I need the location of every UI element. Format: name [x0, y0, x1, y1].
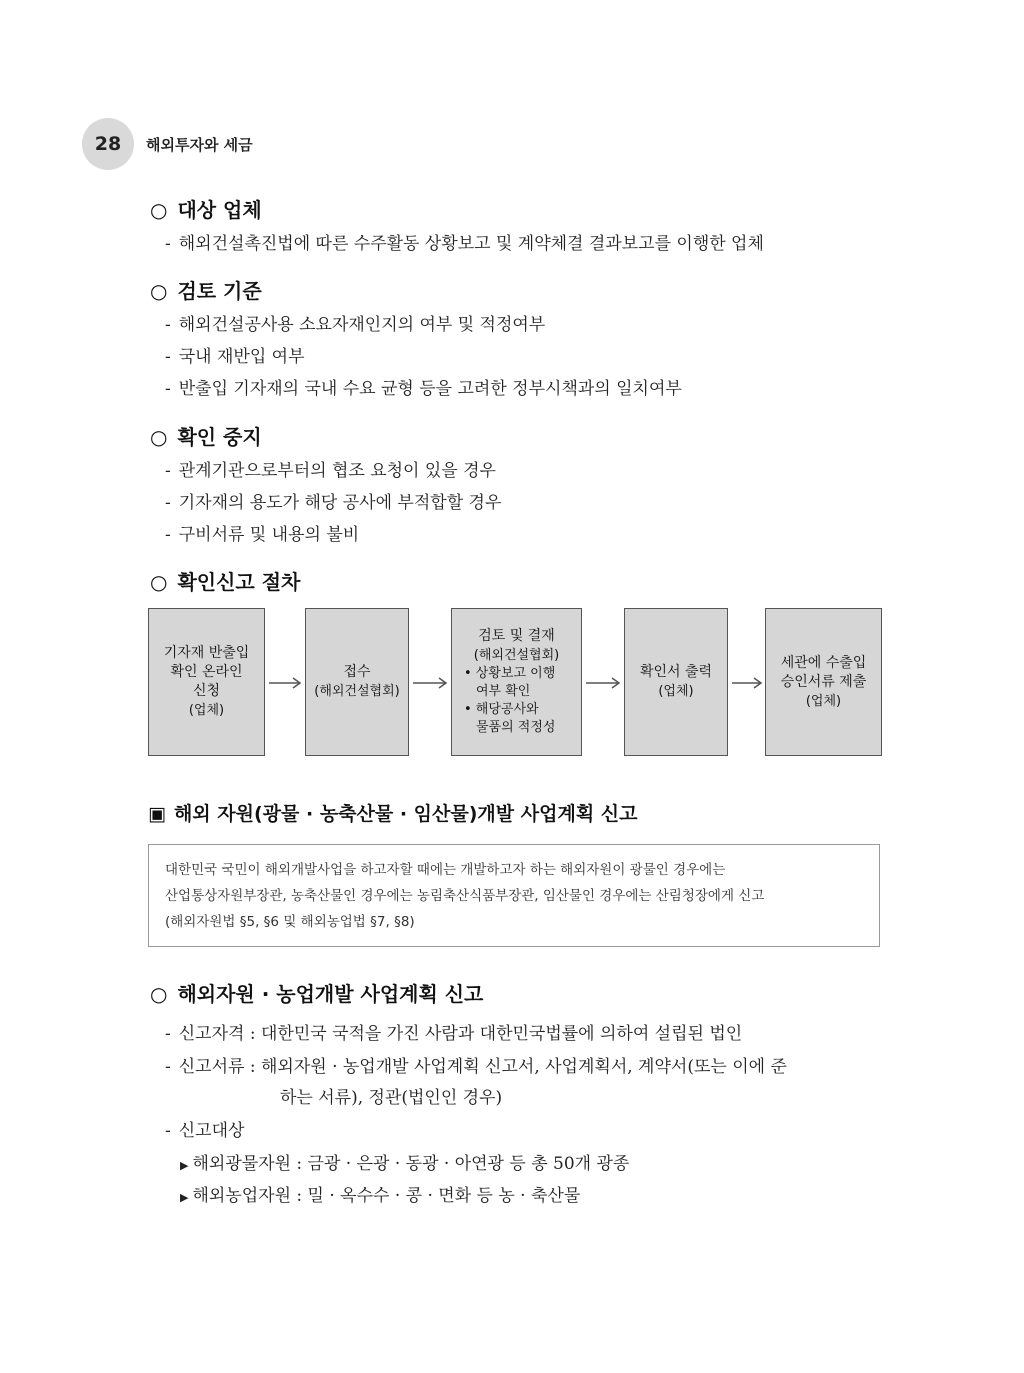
- heading-report: ○ 해외자원 · 농업개발 사업계획 신고: [150, 982, 484, 1006]
- arrow-right-icon: [267, 676, 303, 690]
- arrow-right-icon: [584, 676, 622, 690]
- arrow-right-icon: [730, 676, 764, 690]
- page-header: [82, 118, 253, 170]
- procedure-flow-diagram: [148, 608, 882, 758]
- list-item: - 해외건설촉진법에 따른 수주활동 상황보고 및 계약체결 결과보고를 이행한 업체: [165, 234, 764, 254]
- sub-list-item: ▶ 해외광물자원 : 금광 · 은광 · 동광 · 아연광 등 총 50개 광종: [180, 1154, 630, 1174]
- page-number: 28: [82, 118, 134, 170]
- note-box: 대한민국 국민이 해외개발사업을 하고자할 때에는 개발하고자 하는 해외자원이 광물인 경우에는 산업통상자원부장관, 농축산물인 경우에는 농림축산식품부장관, 임산물인 경우에는 산림청장에게 신고 (해외자원법 §5, §6 및 해외농업법 §7, §8): [148, 844, 880, 947]
- circle-bullet-icon: ○: [150, 425, 168, 449]
- arrow-right-icon: [411, 676, 449, 690]
- flow-step-print: 확인서 출력 (업체): [624, 608, 728, 756]
- heading-review-criteria: ○ 검토 기준: [150, 279, 262, 303]
- triangle-bullet-icon: ▶: [180, 1191, 189, 1204]
- heading-target-companies: ○ 대상 업체: [150, 198, 262, 222]
- list-item: - 해외건설공사용 소요자재인지의 여부 및 적정여부: [165, 315, 546, 335]
- list-item: - 구비서류 및 내용의 불비: [165, 525, 360, 545]
- circle-bullet-icon: ○: [150, 982, 168, 1006]
- heading-procedure: ○ 확인신고 절차: [150, 570, 301, 594]
- circle-bullet-icon: ○: [150, 570, 168, 594]
- list-item: - 반출입 기자재의 국내 수요 균형 등을 고려한 정부시책과의 일치여부: [165, 379, 682, 399]
- flow-step-submit: 세관에 수출입 승인서류 제출 (업체): [765, 608, 882, 756]
- list-item: - 관계기관으로부터의 협조 요청이 있을 경우: [165, 461, 496, 481]
- heading-confirmation-stop: ○ 확인 중지: [150, 425, 262, 449]
- list-item: - 국내 재반입 여부: [165, 347, 305, 367]
- flow-step-review: 검토 및 결재 (해외건설협회) • 상황보고 이행 여부 확인 • 해당공사와 물품의 적정성: [451, 608, 582, 756]
- sub-list-item: ▶ 해외농업자원 : 밀 · 옥수수 · 콩 · 면화 등 농 · 축산물: [180, 1186, 581, 1206]
- section-title: ▣ 해외 자원(광물 · 농축산물 · 임산물)개발 사업계획 신고: [148, 803, 638, 825]
- list-item: - 신고서류 : 해외자원 · 농업개발 사업계획 신고서, 사업계획서, 계약서(또는 이에 준: [165, 1057, 787, 1077]
- circle-bullet-icon: ○: [150, 279, 168, 303]
- square-bullet-icon: ▣: [148, 803, 166, 825]
- flow-step-receipt: 접수 (해외건설협회): [305, 608, 409, 756]
- list-item: - 신고자격 : 대한민국 국적을 가진 사람과 대한민국법률에 의하여 설립된 법인: [165, 1024, 743, 1044]
- list-item: - 신고대상: [165, 1121, 245, 1141]
- running-title: 해외투자와 세금: [146, 135, 253, 154]
- circle-bullet-icon: ○: [150, 198, 168, 222]
- triangle-bullet-icon: ▶: [180, 1159, 189, 1172]
- list-item: - 기자재의 용도가 해당 공사에 부적합할 경우: [165, 493, 502, 513]
- list-item-continuation: 하는 서류), 정관(법인인 경우): [280, 1088, 503, 1108]
- flow-step-apply: 기자재 반출입 확인 온라인 신청 (업체): [148, 608, 265, 756]
